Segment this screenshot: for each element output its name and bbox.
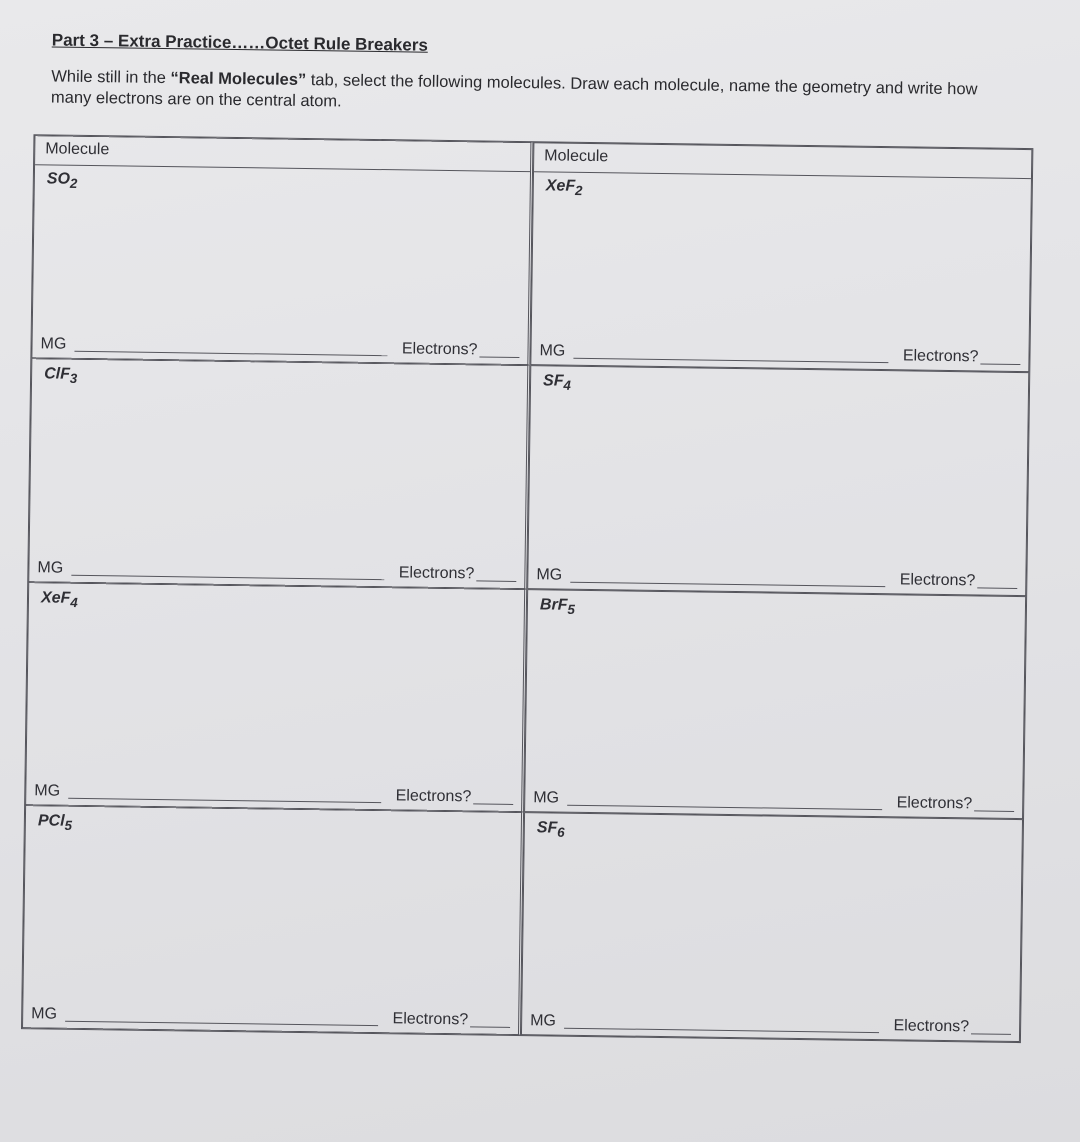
section-heading: Part 3 – Extra Practice……Octet Rule Breakers xyxy=(51,30,428,55)
molecule-formula: BrF$_5$ xyxy=(539,595,576,617)
electrons-answer-line[interactable] xyxy=(470,1026,510,1028)
molecule-formula: ClF$_3$ xyxy=(44,365,78,387)
column-header-left: Molecule xyxy=(45,140,110,159)
molecule-cell-sf6[interactable] xyxy=(521,812,1023,1042)
electrons-answer-line[interactable] xyxy=(974,810,1014,812)
mg-answer-line[interactable] xyxy=(65,1021,379,1026)
molecule-formula: XeF$_2$ xyxy=(545,177,583,199)
mg-answer-line[interactable] xyxy=(570,581,886,586)
mg-label: MG xyxy=(37,558,64,577)
instructions-rest: tab, select the following molecules. Draw each molecule, name the geometry and write how many electrons are on the central atom. xyxy=(50,71,978,111)
electrons-label: Electrons? xyxy=(395,787,472,806)
answer-row xyxy=(31,1005,510,1030)
electrons-label: Electrons? xyxy=(398,563,475,582)
column-header-right: Molecule xyxy=(544,147,609,166)
instructions-tab-name: “Real Molecules” xyxy=(170,69,307,90)
mg-answer-line[interactable] xyxy=(573,358,889,363)
mg-answer-line[interactable] xyxy=(74,351,388,356)
mg-label: MG xyxy=(34,782,61,800)
answer-row xyxy=(539,343,1020,368)
electrons-label: Electrons? xyxy=(899,570,976,589)
header-divider xyxy=(35,164,530,172)
instructions xyxy=(51,66,1011,121)
mg-label: MG xyxy=(536,565,563,584)
header-divider xyxy=(534,171,1031,179)
mg-answer-line[interactable] xyxy=(564,1028,880,1033)
electrons-label: Electrons? xyxy=(401,340,478,359)
instructions-lead: While still in the xyxy=(51,67,171,88)
molecule-cell-xef2[interactable] xyxy=(530,142,1032,372)
molecule-grid xyxy=(21,134,1033,1043)
mg-label: MG xyxy=(40,335,67,353)
molecule-formula: $SF_4$ xyxy=(542,372,572,394)
mg-label: MG xyxy=(539,342,566,360)
molecule-cell-brf5[interactable] xyxy=(524,589,1026,819)
answer-row xyxy=(40,336,519,361)
molecule-formula: PCl$_5$ xyxy=(37,812,73,833)
electrons-label: Electrons? xyxy=(392,1010,469,1029)
molecule-cell-so2[interactable] xyxy=(31,135,533,365)
electrons-answer-line[interactable] xyxy=(980,364,1020,366)
electrons-label: Electrons? xyxy=(902,347,979,366)
answer-row xyxy=(530,1012,1011,1037)
molecule-cell-pcl5[interactable] xyxy=(22,805,524,1035)
molecule-cell-clf3[interactable] xyxy=(28,358,530,588)
molecule-cell-xef4[interactable] xyxy=(25,582,527,812)
worksheet-page xyxy=(5,26,1060,1110)
mg-label: MG xyxy=(530,1012,557,1030)
mg-answer-line[interactable] xyxy=(567,804,883,809)
mg-answer-line[interactable] xyxy=(68,797,382,802)
electrons-answer-line[interactable] xyxy=(473,803,513,805)
electrons-answer-line[interactable] xyxy=(479,357,519,359)
electrons-label: Electrons? xyxy=(896,794,973,813)
molecule-formula: XeF$_4$ xyxy=(40,588,78,610)
molecule-formula: $SF_6$ xyxy=(536,819,565,840)
molecule-formula: $SO_2$ xyxy=(46,170,78,192)
electrons-answer-line[interactable] xyxy=(476,580,516,582)
electrons-answer-line[interactable] xyxy=(977,587,1017,589)
answer-row xyxy=(536,566,1017,591)
electrons-answer-line[interactable] xyxy=(971,1033,1011,1035)
mg-label: MG xyxy=(31,1005,58,1023)
mg-label: MG xyxy=(533,788,560,807)
mg-answer-line[interactable] xyxy=(71,574,385,579)
molecule-cell-sf4[interactable] xyxy=(527,365,1029,595)
answer-row xyxy=(34,782,513,807)
electrons-label: Electrons? xyxy=(893,1017,970,1036)
answer-row xyxy=(533,789,1014,814)
answer-row xyxy=(37,559,516,584)
